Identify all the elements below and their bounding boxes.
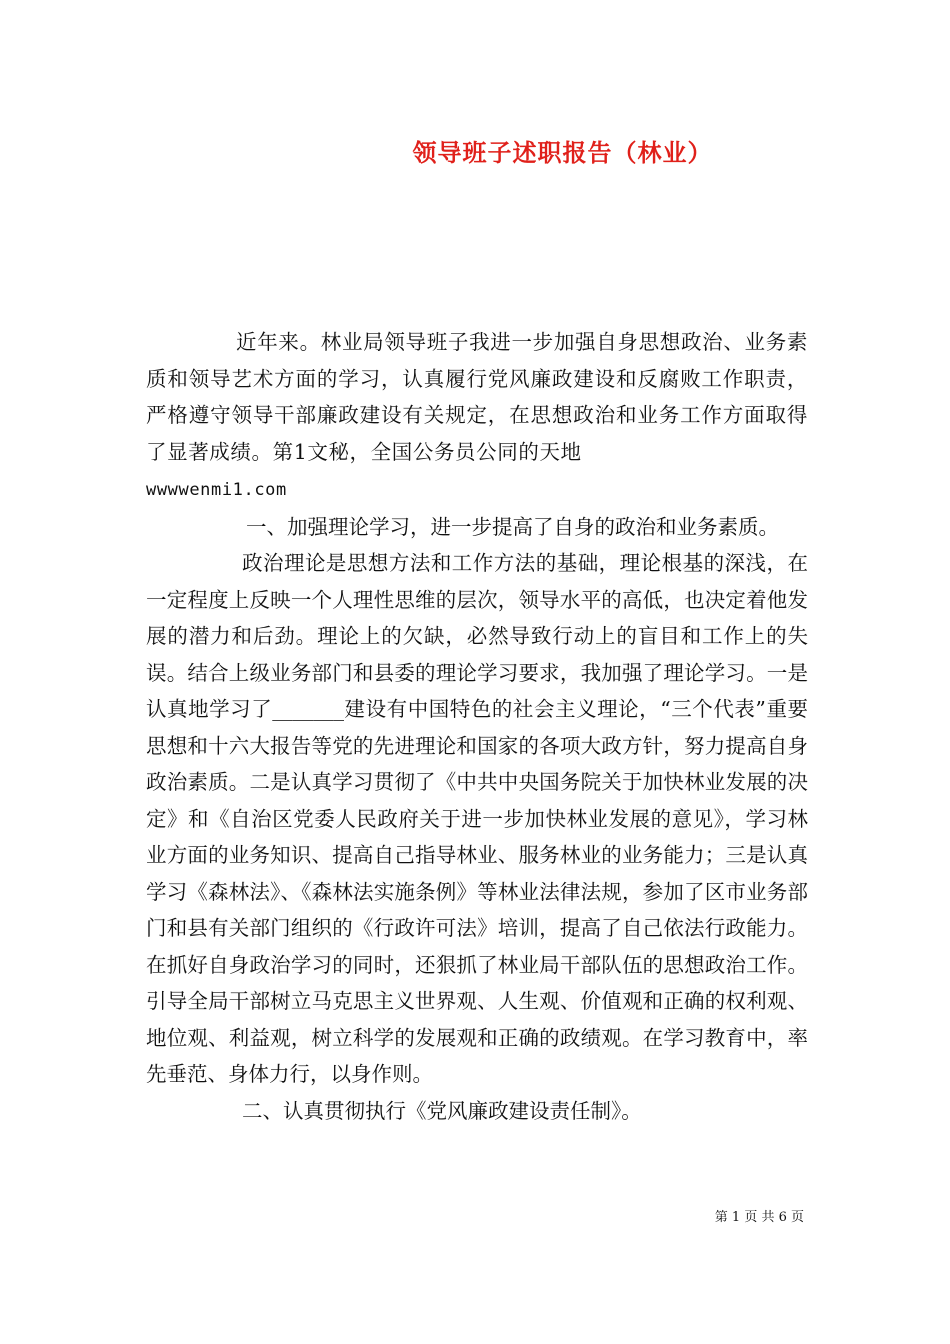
intro-url: wwwwenmi1.com	[146, 480, 287, 500]
section-2-heading: 二、认真贯彻执行《党风廉政建设责任制》。	[242, 1098, 642, 1123]
section-1-body: 政治理论是思想方法和工作方法的基础，理论根基的深浅，在一定程度上反映一个人理性思维的层次，领导水平的高低，也决定着他发展的潜力和后劲。理论上的欠缺，必然导致行动上的盲目和工作上的失误。结合上级业务部门和县委的理论学习要求，我加强了理论学习。一是认真地学习了_______建设有中国特色的社会主义理论，“三个代表”重要思想和十六大报告等党的先进理论和国家的各项大政方针，努力提高自身政治素质。二是认真学习贯彻了《中共中央国务院关于加快林业发展的决定》和《自治区党委人民政府关于进一步加快林业发展的意见》，学习林业方面的业务知识、提高自己指导林业、服务林业的业务能力；三是认真学习《森林法》、《森林法实施条例》等林业法律法规，参加了区市业务部门和县有关部门组织的《行政许可法》培训，提高了自己依法行政能力。在抓好自身政治学习的同时，还狠抓了林业局干部队伍的思想政治工作。引导全局干部树立马克思主义世界观、人生观、价值观和正确的权利观、地位观、利益观，树立科学的发展观和正确的政绩观。在学习教育中，率先垂范、身体力行，以身作则。	[146, 551, 808, 1086]
page-number: 第 1 页 共 6 页	[714, 1210, 804, 1225]
intro-text: 近年来。林业局领导班子我进一步加强自身思想政治、业务素质和领导艺术方面的学习，认真履行党风廉政建设和反腐败工作职责，严格遵守领导干部廉政建设有关规定，在思想政治和业务工作方面取得了显著成绩。第1文秘，全国公务员公同的天地	[146, 330, 808, 464]
section-1-heading: 一、加强理论学习，进一步提高了自身的政治和业务素质。	[246, 514, 779, 539]
document-body	[146, 324, 808, 1129]
intro-paragraph	[146, 324, 808, 509]
document-title: 领导班子述职报告（林业）	[412, 138, 713, 167]
